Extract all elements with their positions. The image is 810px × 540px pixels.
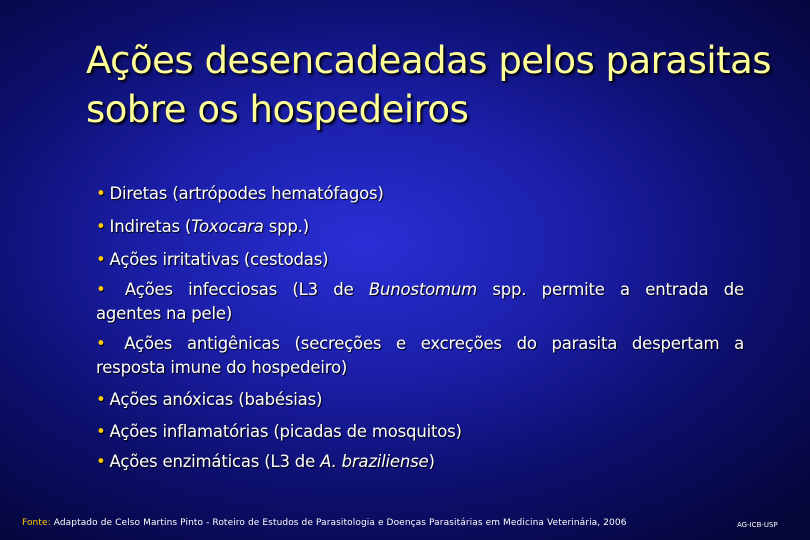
- bullet-item-anoxicas: [96, 388, 744, 412]
- source-text: Adaptado de Celso Martins Pinto - Roteiro de Estudos de Parasitologia e Doenças Parasitárias em Medicina Veterinária, 2006: [50, 518, 627, 528]
- bullet-italic-text: A. braziliense: [320, 452, 429, 471]
- source-label: Fonte:: [22, 518, 51, 528]
- bullet-text: Ações antigênicas (secreções e excreções do parasita despertam a: [124, 334, 744, 353]
- bullet-dot-icon: •: [96, 422, 106, 441]
- bullet-text: Ações irritativas (cestodas): [109, 250, 329, 269]
- credit-label: AG-ICB-USP: [737, 521, 778, 529]
- slide-title-line-1: Ações desencadeadas pelos parasitas: [86, 39, 772, 82]
- bullet-text: Ações inflamatórias (picadas de mosquitos): [109, 422, 462, 441]
- bullet-item-infecciosas: [96, 278, 744, 326]
- bullet-dot-icon: •: [96, 217, 106, 236]
- bullet-item-diretas: [96, 182, 744, 206]
- bullet-text-suffix: spp.): [263, 217, 309, 236]
- bullet-dot-icon: •: [96, 390, 106, 409]
- bullet-line-2: resposta imune do hospedeiro): [96, 358, 348, 377]
- slide-title: [86, 36, 772, 134]
- bullet-line-1: [96, 278, 744, 302]
- source-footer: [22, 518, 627, 528]
- bullet-item-inflamatorias: [96, 420, 744, 444]
- bullet-dot-icon: •: [96, 250, 106, 269]
- bullet-item-antigenicas: [96, 332, 744, 380]
- bullet-line-1: [96, 332, 744, 356]
- bullet-item-indiretas: [96, 215, 744, 239]
- bullet-text: Ações infecciosas (L3 de: [124, 280, 369, 299]
- bullet-dot-icon: •: [96, 280, 106, 299]
- bullet-italic-text: Toxocara: [191, 217, 264, 236]
- bullet-text-suffix: spp. permite a entrada de: [477, 280, 745, 299]
- bullet-italic-text: Bunostomum: [368, 280, 477, 299]
- bullet-dot-icon: •: [96, 334, 106, 353]
- bullet-dot-icon: •: [96, 452, 106, 471]
- bullet-line-2: agentes na pele): [96, 304, 233, 323]
- bullet-text-suffix: ): [428, 452, 435, 471]
- bullet-item-irritativas: [96, 248, 744, 272]
- bullet-item-enzimaticas: [96, 450, 744, 474]
- bullet-text: Indiretas (: [109, 217, 192, 236]
- bullet-text: Ações enzimáticas (L3 de: [109, 452, 321, 471]
- bullet-dot-icon: •: [96, 184, 106, 203]
- bullet-text: Ações anóxicas (babésias): [109, 390, 323, 409]
- bullet-text: Diretas (artrópodes hematófagos): [109, 184, 384, 203]
- slide-title-line-2: sobre os hospedeiros: [86, 88, 469, 131]
